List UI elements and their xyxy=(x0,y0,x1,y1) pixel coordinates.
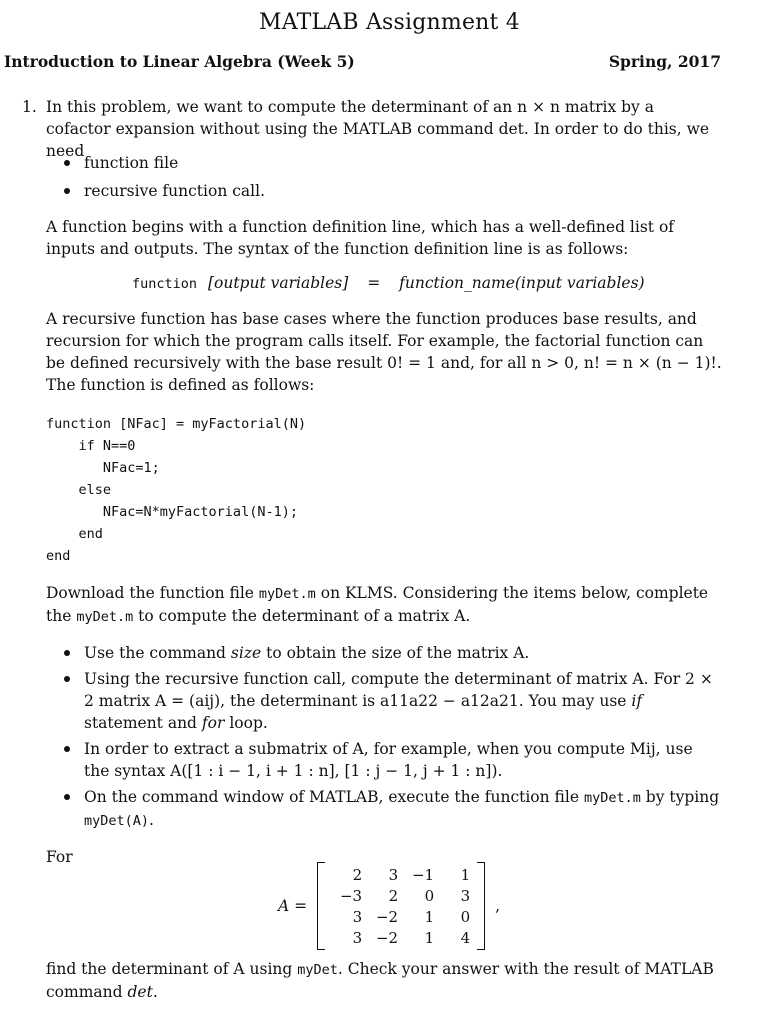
list-item: function file xyxy=(46,152,722,174)
download-text-1: Download the function file xyxy=(46,584,259,602)
left-bracket xyxy=(317,862,325,950)
syntax-name: function_name(input variables) xyxy=(399,274,645,292)
recursive-description: A recursive function has base cases where the function produces base results, and recursion for which the program calls itself. For example, the factorial function can be defined recursively with the base result 0! = 1 and, for all n > 0, n! = n × (n − 1)!. The function is defined as follows: xyxy=(46,310,722,394)
problem-intro: In this problem, we want to compute the determinant of an n × n matrix by a cofactor expansion without using the MATLAB command det. In order to do this, we need xyxy=(46,98,710,160)
download-paragraph xyxy=(46,582,722,628)
list-item: recursive function call. xyxy=(46,180,722,202)
syntax-outputs: [output variables] xyxy=(207,274,349,292)
course-header xyxy=(4,52,719,71)
matrix-equation xyxy=(278,864,500,948)
syntax-equals: = xyxy=(367,274,381,292)
right-bracket xyxy=(477,862,485,950)
matrix-cell: 3 xyxy=(352,907,363,926)
matrix-cell: 0 xyxy=(424,886,435,905)
matrix-cell: 1 xyxy=(460,865,471,884)
list-item: In order to extract a submatrix of A, for example, when you compute Mij, use the syntax A([1 : i − 1, i + 1 : n], [1 : j − 1, j + 1 : n]). xyxy=(46,738,722,782)
matrix-cell: 3 xyxy=(388,865,399,884)
download-text-2: on KLMS. Considering the items below, complete the xyxy=(46,584,709,625)
factorial-code-block: function [NFac] = myFactorial(N) if N==0 NFac=1; else NFac=N*myFactorial(N-1); end end xyxy=(46,416,307,564)
matrix-cell: −2 xyxy=(375,928,399,947)
download-text-3: to compute the determinant of a matrix A. xyxy=(133,607,471,625)
instructions-list xyxy=(46,642,722,832)
matrix-cell: 3 xyxy=(460,886,471,905)
matrix-lhs: A = xyxy=(278,897,308,915)
function-syntax xyxy=(132,272,692,295)
matrix-cell: 4 xyxy=(460,928,471,947)
function-description: A function begins with a function definition line, which has a well-defined list of inputs and outputs. The syntax of the function definition line is as follows: xyxy=(46,218,675,258)
matrix-cell: 2 xyxy=(352,865,363,884)
matrix-a xyxy=(329,864,473,948)
matrix-cell: −3 xyxy=(339,886,363,905)
list-item: Use the command size to obtain the size of the matrix A. xyxy=(46,642,722,664)
term: Spring, 2017 xyxy=(608,52,721,71)
matrix-cell: −2 xyxy=(375,907,399,926)
matrix-cell: 2 xyxy=(388,886,399,905)
list-item: On the command window of MATLAB, execute the function file myDet.m by typing myDet(A). xyxy=(46,786,722,832)
file-name: myDet.m xyxy=(76,609,134,625)
problem-number: 1. xyxy=(22,98,37,116)
course-name: Introduction to Linear Algebra (Week 5) xyxy=(4,52,355,71)
final-paragraph: find the determinant of A using myDet. Check your answer with the result of MATLAB command det. xyxy=(46,960,714,1001)
for-label: For xyxy=(46,848,73,866)
matrix-cell: 1 xyxy=(424,928,435,947)
matrix-cell: 1 xyxy=(424,907,435,926)
needs-list xyxy=(46,152,722,202)
file-name: myDet.m xyxy=(258,586,316,602)
matrix-cell: −1 xyxy=(411,865,435,884)
matrix-cell: 3 xyxy=(352,928,363,947)
syntax-keyword: function xyxy=(132,276,198,292)
matrix-cell: 0 xyxy=(460,907,471,926)
page-title: MATLAB Assignment 4 xyxy=(259,10,520,35)
list-item: Using the recursive function call, compute the determinant of matrix A. For 2 × 2 matrix A = (aij), the determinant is a11a22 − a12a21. You may use if statement and for loop. xyxy=(46,668,722,734)
matrix-trailing-comma: , xyxy=(495,897,501,915)
